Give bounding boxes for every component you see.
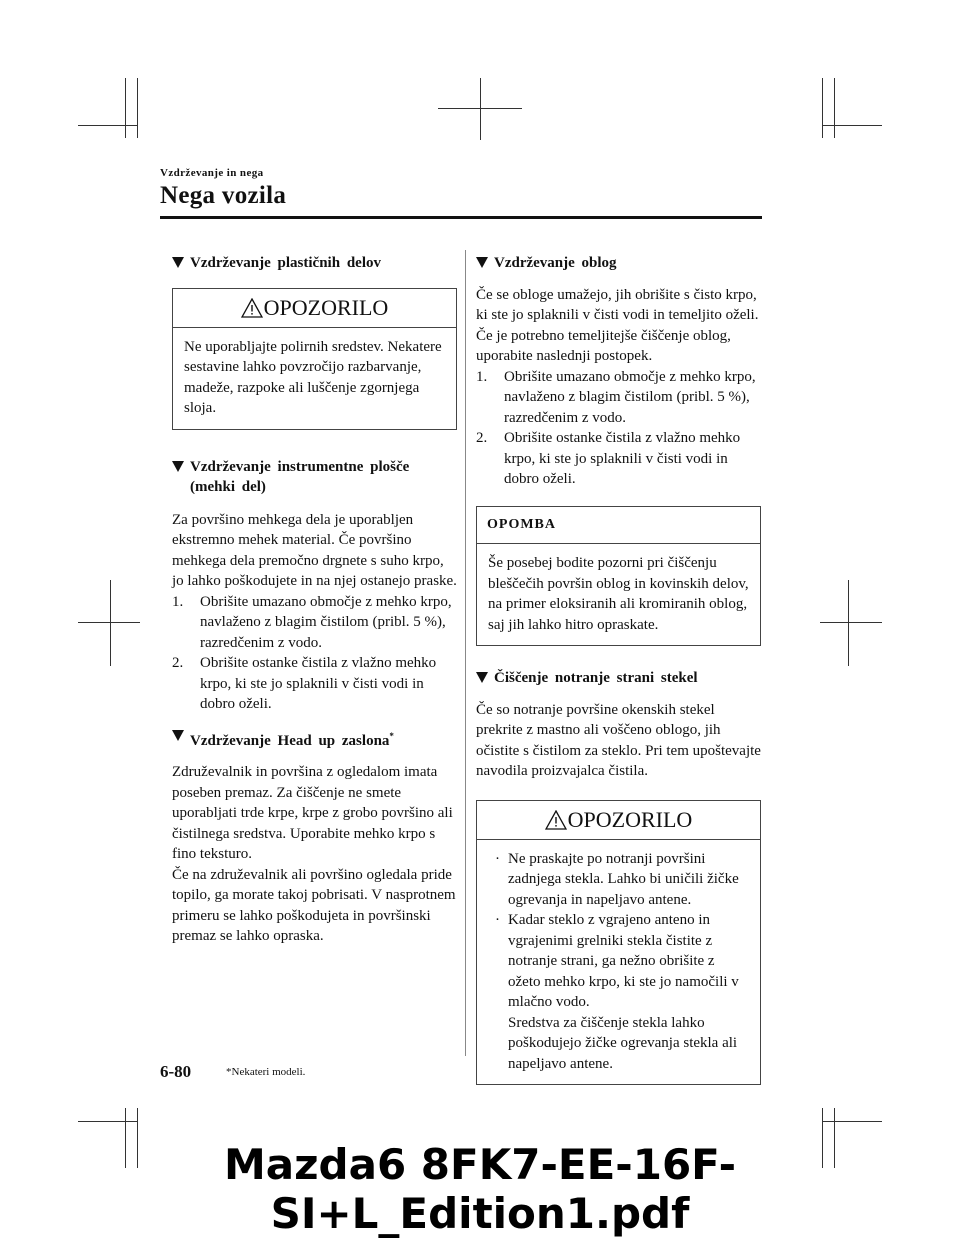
bullet-text: Kadar steklo z vgrajeno anteno in vgrajenimi grelniki stekla čistite z notranje strani, ga nežno obrišite z ožeto mehko krpo, ki ste jo namočili v mlačno vodo. <box>508 912 739 1010</box>
steps-list <box>476 367 761 490</box>
crop-mark <box>78 125 138 126</box>
crop-mark <box>822 78 823 138</box>
triangle-bullet-icon <box>476 257 488 268</box>
right-column <box>476 253 761 1085</box>
warning-body <box>477 840 760 1085</box>
list-item <box>476 428 761 490</box>
note-text: Še posebej bodite pozorni pri čiščenju bleščečih površin oblog in kovinskih delov, na primer eloksiranih ali kromiranih oblog, saj jih lahko hitro opraskate. <box>488 555 749 633</box>
triangle-bullet-icon <box>172 730 184 741</box>
heading-text: Vzdrževanje instrumentne plošče <box>190 458 410 475</box>
watermark-filename: Mazda6 8FK7-EE-16F-SI+L_Edition1.pdf <box>223 1140 737 1238</box>
triangle-bullet-icon <box>172 257 184 268</box>
paragraph: Za površino mehkega dela je uporabljen ekstremno mehek material. Če površino mehkega dela premočno drgnete s suho krpo, jo lahko poškodujete in na njej ostanejo praske. <box>172 511 457 589</box>
list-item <box>172 592 457 654</box>
bullet-dot: · <box>495 912 500 928</box>
crop-mark <box>820 622 882 623</box>
column-divider <box>465 250 466 1056</box>
warning-title-text: OPOZORILO <box>567 806 693 832</box>
warning-text: Ne uporabljajte polirnih sredstev. Nekatere sestavine lahko povzročijo razbarvanje, madeže, razpoke ali luščenje zgornjega sloja. <box>184 338 442 416</box>
section-heading <box>172 253 457 274</box>
crop-mark <box>848 580 849 666</box>
section-heading <box>476 253 761 274</box>
note-box <box>476 506 761 647</box>
step-text: Obrišite umazano območje z mehko krpo, navlaženo z blagim čistilom (pribl. 5 %), razredčenim z vodo. <box>504 368 756 426</box>
list-item <box>488 849 749 911</box>
heading-text: Vzdrževanje oblog <box>494 255 617 271</box>
step-text: Obrišite ostanke čistila z vlažno mehko krpo, ki ste jo splaknili v čisti vodi in dobro oželi. <box>200 655 437 712</box>
crop-mark <box>822 125 882 126</box>
steps-list <box>172 592 457 715</box>
section-heading <box>476 668 761 689</box>
warning-title <box>477 801 760 840</box>
list-item <box>172 653 457 715</box>
crop-mark <box>834 78 835 138</box>
paragraph: Če se obloge umažejo, jih obrišite s čisto krpo, ki ste jo splaknili v čisti vodi in temeljito oželi. <box>476 286 759 323</box>
bullet-text-continued: Sredstva za čiščenje stekla lahko poškodujejo žičke ogrevanja stekla ali napeljavo antene. <box>508 1014 738 1072</box>
crop-mark <box>110 580 111 666</box>
title-rule <box>160 216 762 219</box>
step-text: Obrišite ostanke čistila z vlažno mehko krpo, ki ste jo splaknili v čisti vodi in dobro oželi. <box>504 430 741 487</box>
bullet-text: Ne praskajte po notranji površini zadnjega stekla. Lahko bi uničili žičke ogrevanja in napeljavo antene. <box>508 850 739 908</box>
note-title: OPOMBA <box>477 507 760 545</box>
warning-box <box>476 800 761 1086</box>
step-number: 2. <box>172 655 184 671</box>
warning-triangle-icon <box>241 298 263 318</box>
page-number: 6-80 <box>160 1062 192 1081</box>
bullet-dot: · <box>495 850 500 867</box>
section-heading <box>172 726 457 752</box>
section-heading <box>172 457 457 498</box>
heading-text: Čiščenje notranje strani stekel <box>494 670 698 686</box>
step-text: Obrišite umazano območje z mehko krpo, navlaženo z blagim čistilom (pribl. 5 %), razredčenim z vodo. <box>200 593 452 651</box>
heading-text: Vzdrževanje plastičnih delov <box>190 255 381 271</box>
crop-mark <box>822 1121 882 1122</box>
crop-mark <box>480 78 481 140</box>
paragraph: Združevalnik in površina z ogledalom imata poseben premaz. Za čiščenje ne smete uporabljati trde krpe, krpe z grobo površino ali čistilnega sredstva. Uporabite mehko krpo s fino teksturo. <box>172 764 453 862</box>
warning-bullets <box>488 849 749 1075</box>
list-item <box>488 910 749 1074</box>
heading-text-continued: (mehki del) <box>190 479 266 495</box>
warning-title-text: OPOZORILO <box>263 294 389 320</box>
step-number: 1. <box>172 593 184 610</box>
paragraph: Če so notranje površine okenskih stekel prekrite z mastno ali voščeno oblogo, jih očistite s čistilom za steklo. Pri tem upoštevajte navodila proizvajalca čistila. <box>476 701 761 779</box>
step-number: 2. <box>476 430 488 446</box>
breadcrumb: Vzdrževanje in nega <box>160 167 264 179</box>
footnote: *Nekateri modeli. <box>226 1066 306 1078</box>
crop-mark <box>78 1121 138 1122</box>
crop-mark <box>438 108 522 109</box>
crop-mark <box>137 78 138 138</box>
page-title: Nega vozila <box>160 182 287 209</box>
left-column <box>172 253 457 947</box>
footnote-mark: * <box>389 730 394 741</box>
warning-title <box>173 289 456 328</box>
step-number: 1. <box>476 368 488 385</box>
crop-mark <box>78 622 140 623</box>
paragraph: Če je potrebno temeljitejše čiščenje oblog, uporabite naslednji postopek. <box>476 327 731 364</box>
crop-mark <box>125 78 126 138</box>
paragraph: Če na združevalnik ali površino ogledala pride topilo, ga morate takoj pobrisati. V nasprotnem primeru se lahko poškodujeta in površinski premaz se lahko opraska. <box>172 866 456 944</box>
warning-box <box>172 288 457 430</box>
triangle-bullet-icon <box>172 461 184 472</box>
heading-text: Vzdrževanje Head up zaslona <box>190 732 390 749</box>
triangle-bullet-icon <box>476 672 488 683</box>
warning-triangle-icon <box>545 810 567 830</box>
list-item <box>476 367 761 429</box>
